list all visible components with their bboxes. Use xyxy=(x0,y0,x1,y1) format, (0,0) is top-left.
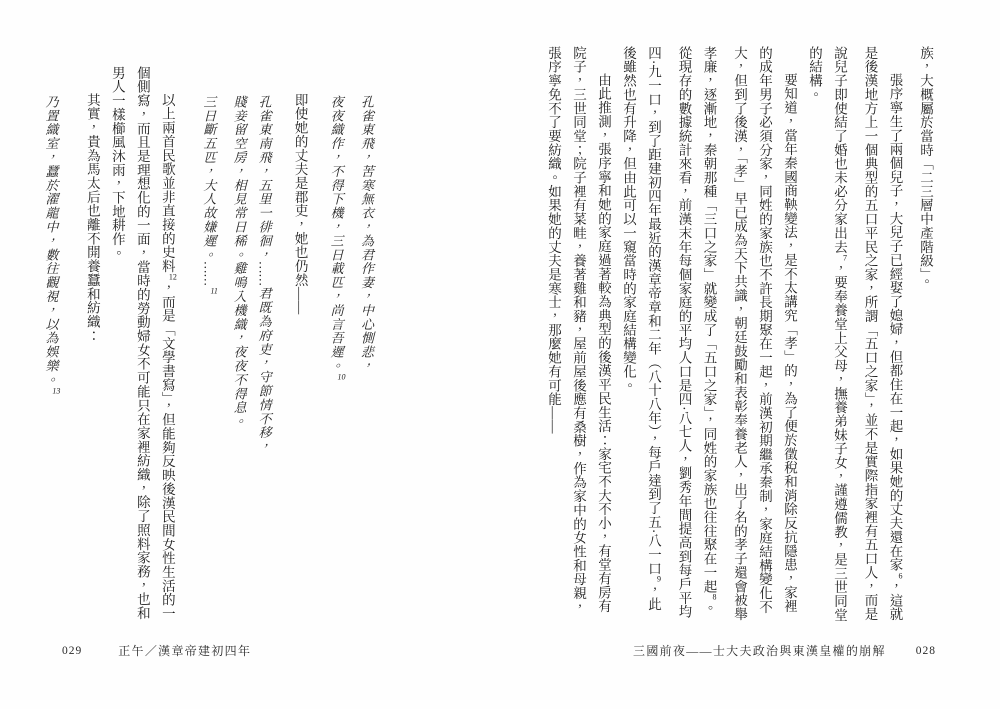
footnote-ref: 13 xyxy=(52,386,61,395)
right-page-text xyxy=(546,46,938,624)
paragraph: 張序寧生了兩個兒子，大兒子已經娶了媳婦，但都住在一起，如果她的丈夫還在家$^6$，這就是後漢地方上一個典型的五口平民之家，所謂「五口之家」，並不是實際指家裡有五口人，而是說兒子即使結了婚也未必分家出去$^7$，要奉養堂上父母，撫養弟妹子女，謹遵儒教，是三世同堂的結構。 xyxy=(802,46,913,624)
paragraph: 即使她的丈夫是郡吏，她也仍然—— xyxy=(292,93,308,315)
verse-line: 乃置織室，蠶於濯龍中，數往觀視，以為娛樂。$^{13}$ xyxy=(43,95,61,395)
footnote-ref: 8 xyxy=(712,593,717,602)
paragraph: 以上兩首民歌並非直接的史料$^{12}$，而是「文學書寫」，但能夠反映後漢民間女性生活的一個側寫，而且是理想化的一面，當時的勞動婦女不可能只在家裡紡織，除了照料家務，也和男人一樣櫛風沐雨，下地耕作。 xyxy=(109,66,177,621)
verse-line: 夜夜織作，不得下機，三日載匹，尚言吾遲。$^{10}$ xyxy=(328,95,346,381)
paragraph: 要知道，當年秦國商鞅變法，是不太講究「孝」的，為了便於徵稅和消除反抗隱患，家裡的成年男子必須分家，同姓的家族也不許長期聚在一起，前漢初期繼承秦制，家庭結構變化不大，但到了後漢，「孝」早已成為天下共識，朝廷鼓勵和表彰奉養老人，出了名的孝子還會被舉孝廉，逐漸地，秦朝那種「三口之家」就變成了「五口之家」，同姓的家族也往往聚在一起$^8$。從現存的數據統計來看，前漢末年每個家庭的平均人口是四·八七人，劉秀年間提高到每戶平均四·九一口，到了距建初四年最近的漢章帝章和二年（八十八年），每戶達到了五·八一口$^9$，此後雖然也有升降，但由此可以一窺當時的家庭結構變化。 xyxy=(621,46,797,621)
footnote-ref: 11 xyxy=(210,286,218,295)
verse-quote xyxy=(39,66,69,626)
paragraph: 由此推測，張序寧和她的家庭過著較為典型的後漢平民生活：家宅不大不小，有堂有房有院子，三世同堂；院子裡有菜畦，養著雞和豬，屋前屋後應有桑樹，作為家中的女性和母親，張序寧免不了要紡織。如果她的丈夫是寒士，那麼她有可能—— xyxy=(546,46,611,614)
running-title-left: 正午／漢章帝建初四年 xyxy=(118,644,252,658)
running-title-right: 三國前夜——士大夫政治與東漢皇權的崩解 xyxy=(633,644,886,658)
footnote-ref: 6 xyxy=(898,571,903,580)
verse-quote xyxy=(324,66,379,626)
footnote-ref: 9 xyxy=(657,575,661,584)
verse-line: 賤妾留空房，相見常日稀。雞鳴入機織，夜夜不得息。 xyxy=(231,95,247,429)
page-number-right: 028 xyxy=(915,644,936,657)
verse-line: 孔雀東飛，苦寒無衣，為君作妻，中心惻悲， xyxy=(359,95,374,373)
right-page-footer xyxy=(633,642,936,659)
footnote-ref: 7 xyxy=(843,253,847,262)
left-page-footer xyxy=(62,642,251,659)
footnote-ref: 12 xyxy=(168,273,177,282)
paragraph: 族，大概屬於當時「二三層中產階級」。 xyxy=(918,46,933,289)
left-page-text xyxy=(43,66,390,626)
verse-line: 三日斷五匹，大人故嫌遲。……$^{11}$ xyxy=(201,95,218,295)
footnote-ref: 10 xyxy=(337,373,346,381)
verse-line: 孔雀東南飛，五里一徘徊，……君既為府吏，守節情不移， xyxy=(256,95,272,454)
verse-quote xyxy=(196,66,276,626)
paragraph: 其實，貴為馬太后也離不開養蠶和紡織： xyxy=(84,93,100,343)
page-number-left: 029 xyxy=(62,644,83,657)
